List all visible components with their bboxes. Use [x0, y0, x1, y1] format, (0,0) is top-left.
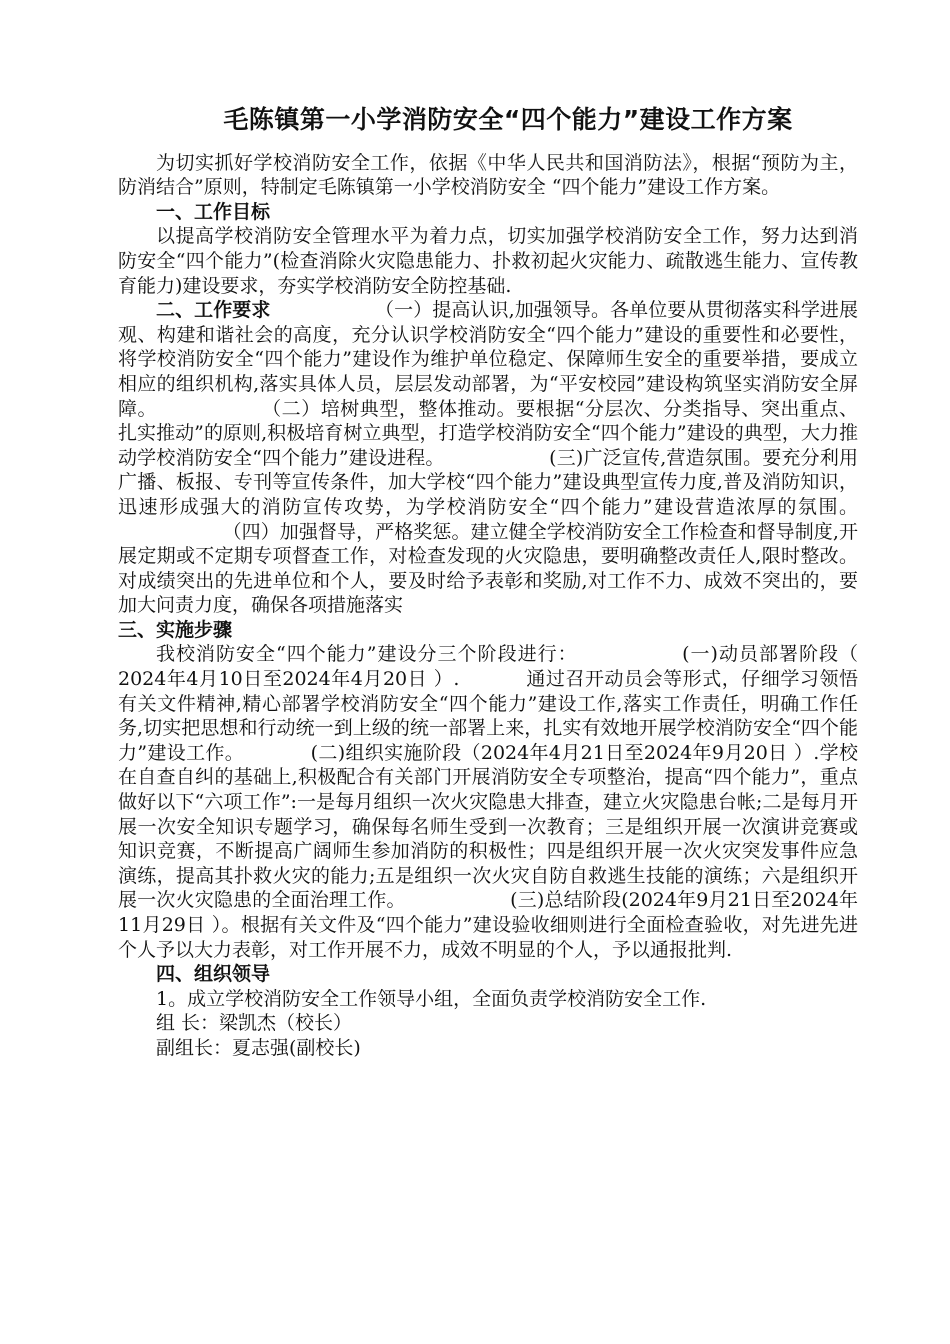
section3-heading: 三、实施步骤 — [118, 618, 233, 641]
section2-heading: 二、工作要求 — [156, 299, 271, 322]
section2-item3: (三)广泛宣传,营造氛围。要充分利用广播、板报、专刊等宣传条件，加大学校“四个能力”建设典型宣传力度,普及消防知识，迅速形成强大的消防宣传攻势，为学校消防安全“四个能力”建设营造浓厚的氛围。 — [118, 446, 858, 518]
stage2-body: 学校在自查自纠的基础上,积极配合有关部门开展消防安全专项整治，提高“四个能力”，重点做好以下“六项工作”:一是每月组织一次火灾隐患大排查，建立火灾隐患台帐;二是每月开展一次安全知识专题学习，确保每名师生受到一次教育；三是组织开展一次演讲竞赛或知识竞赛，不断提高广阔师生参加消防的积极性；四是组织开展一次火灾突发事件应急演练，提高其扑救火灾的能力;五是组织一次火灾自防自救逃生技能的演练；六是组织开展一次火灾隐患的全面治理工作。 — [118, 741, 858, 912]
intro-paragraph: 为切实抓好学校消防安全工作，依据《中华人民共和国消防法》，根据“预防为主，防消结合”原则，特制定毛陈镇第一小学校消防安全 “四个能力”建设工作方案。 — [118, 151, 858, 199]
section3-intro: 我校消防安全“四个能力”建设分三个阶段进行： — [156, 643, 578, 666]
section4-heading: 四、组织领导 — [156, 963, 271, 986]
section1-heading: 一、工作目标 — [156, 200, 271, 223]
document-title: 毛陈镇第一小学消防安全“四个能力”建设工作方案 — [223, 105, 793, 134]
stage2-title: (二)组织实施阶段（2024年4月21日至2024年9月20日 ）. — [310, 741, 820, 764]
section2-item4: （四）加强督导，严格奖惩。建立健全学校消防安全工作检查和督导制度,开展定期或不定期专项督查工作，对检查发现的火灾隐患，要明确整改责任人,限时整改。对成绩突出的先进单位和个人，要及时给予表彰和奖励,对工作不力、成效不突出的，要加大问责力度，确保各项措施落实 — [118, 520, 858, 617]
section2-paragraph — [118, 298, 858, 618]
section3-paragraph — [118, 642, 858, 962]
section4-item1: 1。成立学校消防安全工作领导小组，全面负责学校消防安全工作. — [156, 987, 707, 1010]
stage3-body: 根据有关文件及“四个能力”建设验收细则进行全面检查验收，对先进先进个人予以大力表彰，对工作开展不力，成效不明显的个人，予以通报批判. — [118, 914, 858, 961]
section2-item2: （二）培树典型，整体推动。要根据“分层次、分类指导、突出重点、扎实推动”的原则,积极培育树立典型，打造学校消防安全“四个能力”建设的典型，大力推动学校消防安全“四个能力”建设进程。 — [118, 397, 858, 469]
stage1-body: 通过召开动员会等形式，仔细学习领悟有关文件精神,精心部署学校消防安全“四个能力”建设工作,落实工作责任，明确工作任务,切实把思想和行动统一到上级的统一部署上来，扎实有效地开展学校消防安全“四个能力”建设工作。 — [118, 668, 858, 764]
stage3-title: (三)总结阶段(2024年9月21日至2024年11月29日 ）。 — [118, 889, 858, 936]
leader-line: 组 长：梁凯杰（校长） — [156, 1012, 353, 1035]
section2-item1: （一）提高认识,加强领导。各单位要从贯彻落实科学进展观、构建和谐社会的高度，充分认识学校消防安全“四个能力”建设的重要性和必要性，将学校消防安全“四个能力”建设作为维护单位稳定、保障师生安全的重要举措，要成立相应的组织机构,落实具体人员，层层发动部署，为“平安校园”建设构筑坚实消防安全屏障。 — [118, 299, 858, 420]
deputy-leader-line: 副组长：夏志强(副校长) — [156, 1036, 361, 1059]
section1-body: 以提高学校消防安全管理水平为着力点，切实加强学校消防安全工作，努力达到消防安全“四个能力”(检查消除火灾隐患能力、扑救初起火灾能力、疏散逃生能力、宣传教育能力)建设要求，夯实学校消防安全防控基础. — [118, 225, 858, 297]
stage1-title: (一)动员部署阶段（ 2024年4月10日至2024年4月20日 ）. — [118, 643, 859, 691]
